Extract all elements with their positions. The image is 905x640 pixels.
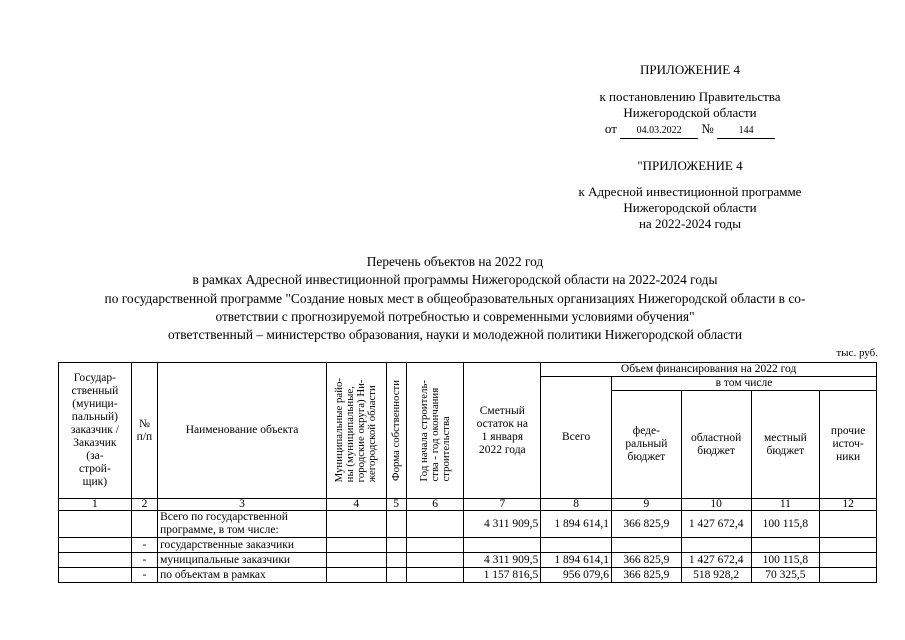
cell-ownership [386, 553, 406, 568]
cell-other [820, 538, 877, 553]
document-title [40, 253, 870, 344]
column-number: 8 [541, 499, 612, 511]
cell-federal: 366 825,9 [612, 568, 682, 583]
column-number: 10 [681, 499, 751, 511]
cell-number: - [131, 553, 157, 568]
header-regional-budget: областной бюджет [681, 391, 751, 499]
cell-other [820, 568, 877, 583]
header-number: № п/п [131, 363, 157, 499]
cell-object-name: по объектам в рамках [158, 568, 327, 583]
cell-local: 100 115,8 [751, 511, 820, 538]
appendix-2-title: "ПРИЛОЖЕНИЕ 4 [637, 158, 743, 173]
column-number: 7 [464, 499, 541, 511]
objects-table [58, 362, 877, 583]
program-line-2: Нижегородской области [623, 200, 757, 215]
column-number-row [59, 499, 877, 511]
column-number: 1 [59, 499, 132, 511]
cell-municipal [326, 553, 386, 568]
appendix-title: ПРИЛОЖЕНИЕ 4 [640, 62, 740, 77]
cell-regional [681, 538, 751, 553]
cell-estimated [464, 538, 541, 553]
cell-years [406, 553, 464, 568]
date-prefix: от [604, 121, 617, 136]
cell-estimated: 1 157 816,5 [464, 568, 541, 583]
cell-regional: 1 427 672,4 [681, 553, 751, 568]
column-number: 12 [820, 499, 877, 511]
cell-total [541, 538, 612, 553]
cell-object-name: государственные заказчики [158, 538, 327, 553]
cell-object-name: Всего по государственной программе, в том числе: [158, 511, 327, 538]
cell-federal: 366 825,9 [612, 511, 682, 538]
cell-federal: 366 825,9 [612, 553, 682, 568]
table-row [59, 568, 877, 583]
cell-other [820, 511, 877, 538]
cell-years [406, 511, 464, 538]
cell-number [131, 511, 157, 538]
cell-total: 956 079,6 [541, 568, 612, 583]
cell-regional: 518 928,2 [681, 568, 751, 583]
resolution-date: 04.03.2022 [620, 124, 698, 139]
resolution-line-2: Нижегородской области [623, 105, 757, 120]
column-number: 11 [751, 499, 820, 511]
cell-number: - [131, 538, 157, 553]
header-ownership-form: Форма собственности [386, 363, 406, 499]
header-federal-budget: феде- ральный бюджет [612, 391, 682, 499]
header-total: Всего [541, 377, 612, 499]
table-row [59, 553, 877, 568]
cell-object-name: муниципальные заказчики [158, 553, 327, 568]
cell-estimated: 4 311 909,5 [464, 553, 541, 568]
cell-ownership [386, 568, 406, 583]
title-line-5: ответственный – министерство образования, науки и молодежной политики Нижегородской области [167, 327, 743, 343]
resolution-date-line [530, 121, 850, 139]
program-line-3: на 2022-2024 годы [638, 216, 742, 231]
cell-customer [59, 511, 132, 538]
cell-municipal [326, 511, 386, 538]
table-row [59, 511, 877, 538]
cell-ownership [386, 511, 406, 538]
cell-regional: 1 427 672,4 [681, 511, 751, 538]
column-number: 3 [158, 499, 327, 511]
cell-customer [59, 538, 132, 553]
column-number: 4 [326, 499, 386, 511]
column-number: 6 [406, 499, 464, 511]
title-line-2: в рамках Адресной инвестиционной программы Нижегородской области на 2022-2024 годы [192, 272, 718, 288]
cell-local: 100 115,8 [751, 553, 820, 568]
table-row [59, 538, 877, 553]
resolution-reference [530, 89, 850, 121]
title-line-4: ответствии с прогнозируемой потребностью и современными условиями обучения" [215, 308, 695, 324]
cell-estimated: 4 311 909,5 [464, 511, 541, 538]
cell-total: 1 894 614,1 [541, 553, 612, 568]
header-object-name: Наименование объекта [158, 363, 327, 499]
program-line-1: к Адресной инвестиционной программе [578, 184, 802, 199]
header-including: в том числе [612, 377, 877, 391]
column-number: 2 [131, 499, 157, 511]
header-funding-group: Объем финансирования на 2022 год [541, 363, 877, 377]
cell-number: - [131, 568, 157, 583]
cell-local: 70 325,5 [751, 568, 820, 583]
cell-years [406, 568, 464, 583]
header-municipal-district: Муниципальные райо- ны (муниципальные, городские округа) Ни- жегородской области [326, 363, 386, 499]
header-local-budget: местный бюджет [751, 391, 820, 499]
header-customer: Государ- ственный (муници- пальный) заказчик / Заказчик (за- строй- щик) [59, 363, 132, 499]
column-number: 5 [386, 499, 406, 511]
units-label: тыс. руб. [836, 347, 878, 359]
header-construction-years: Год начала строитель- ства - год окончания строительства [406, 363, 464, 499]
cell-other [820, 553, 877, 568]
cell-total: 1 894 614,1 [541, 511, 612, 538]
cell-municipal [326, 538, 386, 553]
column-number: 9 [612, 499, 682, 511]
program-reference [530, 184, 850, 232]
header-estimated-balance: Сметный остаток на 1 января 2022 года [464, 363, 541, 499]
cell-municipal [326, 568, 386, 583]
cell-years [406, 538, 464, 553]
number-sign: № [701, 121, 714, 136]
resolution-number: 144 [717, 124, 775, 139]
title-line-1: Перечень объектов на 2022 год [366, 254, 544, 269]
cell-local [751, 538, 820, 553]
cell-ownership [386, 538, 406, 553]
cell-customer [59, 553, 132, 568]
header-other-sources: прочие источ- ники [820, 391, 877, 499]
cell-customer [59, 568, 132, 583]
cell-federal [612, 538, 682, 553]
title-line-3: по государственной программе "Создание новых мест в общеобразовательных организациях Нижегородской области в со- [104, 290, 806, 306]
resolution-line-1: к постановлению Правительства [599, 89, 781, 104]
